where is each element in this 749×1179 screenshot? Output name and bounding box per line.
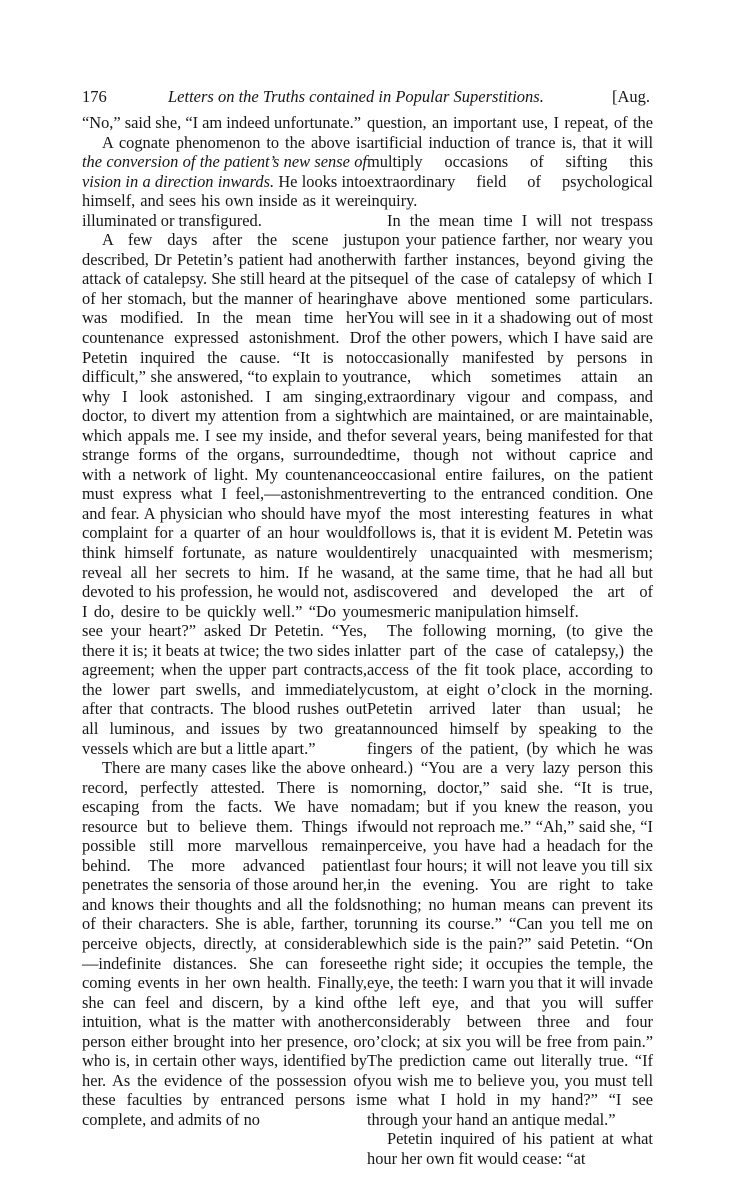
paragraph: There are many cases like the above on record, perfectly attested. There is no escaping from the facts. We have no resource but to believe them. Things if possible still more marvellous remain behind. The more advanced patient penetrates the sensoria of those around her, and knows their thoughts and all the folds of their characters. She is able, farther, to perceive objects, directly, at considerable—indefinite distances. She can foresee coming events in her own health. Finally, she can feel and discern, by a kind of intuition, what is the matter with another person either brought into her presence, or who is, in certain other ways, identified by her. As the evidence of the possession of these faculties by entranced persons is complete, and admits of no <box>82 758 367 1129</box>
running-header <box>82 86 650 108</box>
running-title: Letters on the Truths contained in Popular Superstitions. <box>168 87 544 106</box>
paragraph: A few days after the scene just described, Dr Petetin’s patient had another attack of catalepsy. She still heard at the pit of her stomach, but the manner of hearing was modified. In the mean time her countenance expressed astonishment. Dr Petetin inquired the cause. “It is not difficult,” she answered, “to explain to you why I look astonished. I am singing, doctor, to divert my attention from a sight which appals me. I see my inside, and the strange forms of the organs, surrounded with a network of light. My countenance must express what I feel,—astonishment and fear. A physician who should have my complaint for a quarter of an hour would think himself fortunate, as nature would reveal all her secrets to him. If he was devoted to his profession, he would not, as I do, desire to be quickly well.” “Do you see your heart?” asked Dr Petetin. “Yes, there it is; it beats at twice; the two sides in agreement; when the upper part contracts, the lower part swells, and immediately after that contracts. The blood rushes out all luminous, and issues by two great vessels which are but a little apart.” <box>82 230 367 758</box>
paragraph: In the mean time I will not trespass upon your patience farther, nor weary you with farther instances, beyond giving the sequel of the case of catalepsy of which I have above mentioned some particulars. You will see in it a shadowing out of most of the other powers, which I have said are occasionally manifested by persons in trance, which sometimes attain an extraordinary vigour and compass, and which are maintained, or are maintainable, for several years, being manifested for that time, though not without caprice and occasional entire failures, on the patient reverting to the entranced condition. One of the most interesting features in what follows is, that it is evident M. Petetin was entirely unacquainted with mesmerism; and, at the same time, that he had all but discovered and developed the art of mesmeric manipulation himself. <box>367 210 653 621</box>
paragraph: question, an important use, I repeat, of the artificial induction of trance is, that it will multiply occasions of sifting this extraordinary field of psychological inquiry. <box>367 113 653 211</box>
italic-phrase: the conversion of the patient’s new sense of vision in a direction inwards. <box>82 152 367 191</box>
paragraph <box>82 133 367 231</box>
left-column <box>82 113 367 1129</box>
running-date: [Aug. <box>611 87 650 106</box>
right-column <box>367 113 653 1169</box>
paragraph-text: A cognate phenomenon to the above is <box>102 132 367 152</box>
paragraph: Petetin inquired of his patient at what hour her own fit would cease: “at <box>367 1129 653 1168</box>
page-number: 176 <box>82 87 107 106</box>
paragraph: “No,” said she, “I am indeed unfortunate.” <box>82 113 361 132</box>
paragraph-text: He looks into himself, and sees his own inside as it were illuminated or transfigured. <box>82 171 367 230</box>
paragraph: The following morning, (to give the latter part of the case of catalepsy,) the access of the fit took place, according to custom, at eight o’clock in the morning. Petetin arrived later than usual; he announced himself by speaking to the fingers of the patient, (by which he was heard.) “You are a very lazy person this morning, doctor,” said she. “It is true, madam; but if you knew the reason, you would not reproach me.” “Ah,” said she, “I perceive, you have had a headach for the last four hours; it will not leave you till six in the evening. You are right to take nothing; no human means can prevent its running its course.” “Can you tell me on which side is the pain?” said Petetin. “On the right side; it occupies the temple, the eye, the teeth: I warn you that it will invade the left eye, and that you will suffer considerably between three and four o’clock; at six you will be free from pain.” The prediction came out literally true. “If you wish me to believe you, you must tell me what I hold in my hand?” “I see through your hand an antique medal.” <box>367 621 653 1129</box>
